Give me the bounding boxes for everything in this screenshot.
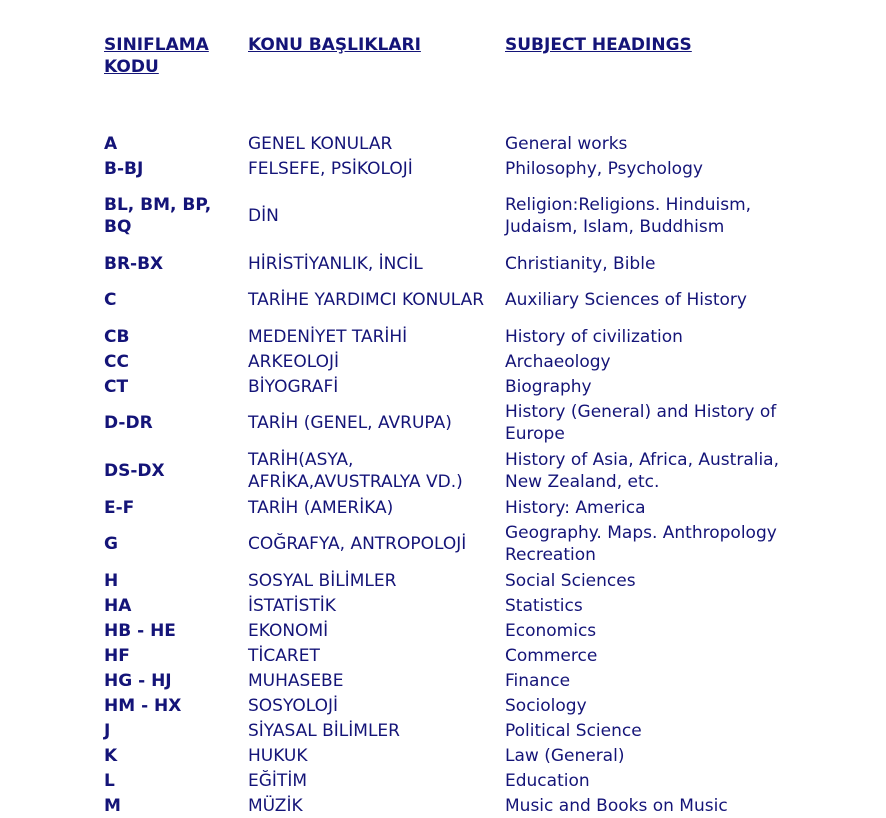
table-row: [100, 251, 807, 276]
row-turkish: FELSEFE, PSİKOLOJİ: [248, 158, 413, 179]
row-code: J: [104, 720, 111, 741]
table-row: [100, 693, 807, 718]
row-english: Christianity, Bible: [505, 253, 656, 274]
table-row: [100, 131, 807, 156]
header-turkish: KONU BAŞLIKLARI: [248, 35, 421, 55]
row-code: D-DR: [104, 413, 153, 433]
row-code: CC: [104, 351, 129, 372]
table-row: [100, 399, 807, 447]
table-row: [100, 593, 807, 618]
table-row: [100, 349, 807, 374]
row-code: K: [104, 745, 118, 766]
header-code: SINIFLAMA KODU: [104, 35, 209, 77]
row-english: Political Science: [505, 720, 642, 741]
table-header: [0, 34, 886, 84]
row-turkish: TARİHE YARDIMCI KONULAR: [248, 290, 485, 310]
table-row: [100, 643, 807, 668]
row-english: History (General) and History of Europe: [505, 402, 777, 444]
table-row: [100, 324, 807, 349]
table-row: [100, 793, 807, 818]
row-english: Archaeology: [505, 351, 611, 372]
row-turkish: SOSYAL BİLİMLER: [248, 570, 397, 591]
row-code: H: [104, 570, 119, 591]
row-turkish: TİCARET: [248, 645, 320, 666]
row-turkish: HUKUK: [248, 745, 308, 766]
row-turkish: SOSYOLOJİ: [248, 695, 339, 716]
row-code: BL, BM, BP, BQ: [104, 195, 212, 237]
row-english: Religion:Religions. Hinduism, Judaism, Islam, Buddhism: [505, 195, 752, 237]
table-row: [100, 156, 807, 181]
row-turkish: TARİH (GENEL, AVRUPA): [248, 413, 452, 433]
table-row: [100, 618, 807, 643]
table-row: [100, 374, 807, 399]
table-row: [100, 768, 807, 793]
row-turkish: DİN: [248, 206, 279, 226]
row-english: Biography: [505, 376, 592, 397]
row-english: General works: [505, 133, 628, 154]
row-turkish: EKONOMİ: [248, 620, 329, 641]
row-code: C: [104, 290, 117, 310]
row-turkish: GENEL KONULAR: [248, 133, 393, 154]
row-english: Finance: [505, 670, 571, 691]
row-turkish: MEDENİYET TARİHİ: [248, 326, 408, 347]
row-code: B-BJ: [104, 158, 144, 179]
row-turkish: COĞRAFYA, ANTROPOLOJİ: [248, 534, 467, 554]
row-turkish: MUHASEBE: [248, 670, 344, 691]
row-english: Social Sciences: [505, 570, 636, 591]
table-row: [100, 668, 807, 693]
row-english: Geography. Maps. Anthropology Recreation: [505, 523, 777, 565]
row-english: Economics: [505, 620, 597, 641]
row-turkish: TARİH(ASYA, AFRİKA,AVUSTRALYA VD.): [248, 450, 463, 492]
table-row: [100, 718, 807, 743]
row-english: History of civilization: [505, 326, 683, 347]
row-english: Education: [505, 770, 590, 791]
row-code: BR-BX: [104, 253, 164, 274]
row-english: Auxiliary Sciences of History: [505, 290, 747, 310]
row-code: CT: [104, 376, 129, 397]
row-code: CB: [104, 326, 130, 347]
row-english: Philosophy, Psychology: [505, 158, 703, 179]
table-row: [100, 520, 807, 568]
row-code: HM - HX: [104, 695, 182, 716]
row-turkish: SİYASAL BİLİMLER: [248, 720, 400, 741]
row-code: HA: [104, 595, 132, 616]
row-turkish: ARKEOLOJİ: [248, 351, 339, 372]
row-english: Sociology: [505, 695, 587, 716]
row-code: G: [104, 534, 118, 554]
row-english: Statistics: [505, 595, 583, 616]
row-code: E-F: [104, 497, 135, 518]
row-english: History of Asia, Africa, Australia, New Zealand, etc.: [505, 450, 780, 492]
row-turkish: İSTATİSTİK: [248, 595, 336, 616]
table-row: [100, 447, 807, 495]
row-code: HG - HJ: [104, 670, 172, 691]
row-english: History: America: [505, 497, 646, 518]
row-turkish: BİYOGRAFİ: [248, 376, 339, 397]
row-english: Commerce: [505, 645, 598, 666]
row-english: Law (General): [505, 745, 625, 766]
row-turkish: TARİH (AMERİKA): [248, 497, 394, 518]
row-turkish: EĞİTİM: [248, 770, 307, 791]
header-english: SUBJECT HEADINGS: [505, 35, 692, 55]
row-code: DS-DX: [104, 461, 165, 481]
table-row: [100, 743, 807, 768]
row-turkish: MÜZİK: [248, 795, 303, 816]
classification-rows: [100, 131, 807, 818]
row-code: A: [104, 133, 118, 154]
table-row: [100, 276, 807, 324]
row-turkish: HİRİSTİYANLIK, İNCİL: [248, 253, 423, 274]
table-row: [100, 181, 807, 251]
row-code: L: [104, 770, 115, 791]
row-code: HF: [104, 645, 130, 666]
row-code: HB - HE: [104, 620, 176, 641]
row-english: Music and Books on Music: [505, 795, 728, 816]
table-row: [100, 568, 807, 593]
row-code: M: [104, 795, 121, 816]
table-row: [100, 495, 807, 520]
classification-table: [100, 131, 807, 818]
